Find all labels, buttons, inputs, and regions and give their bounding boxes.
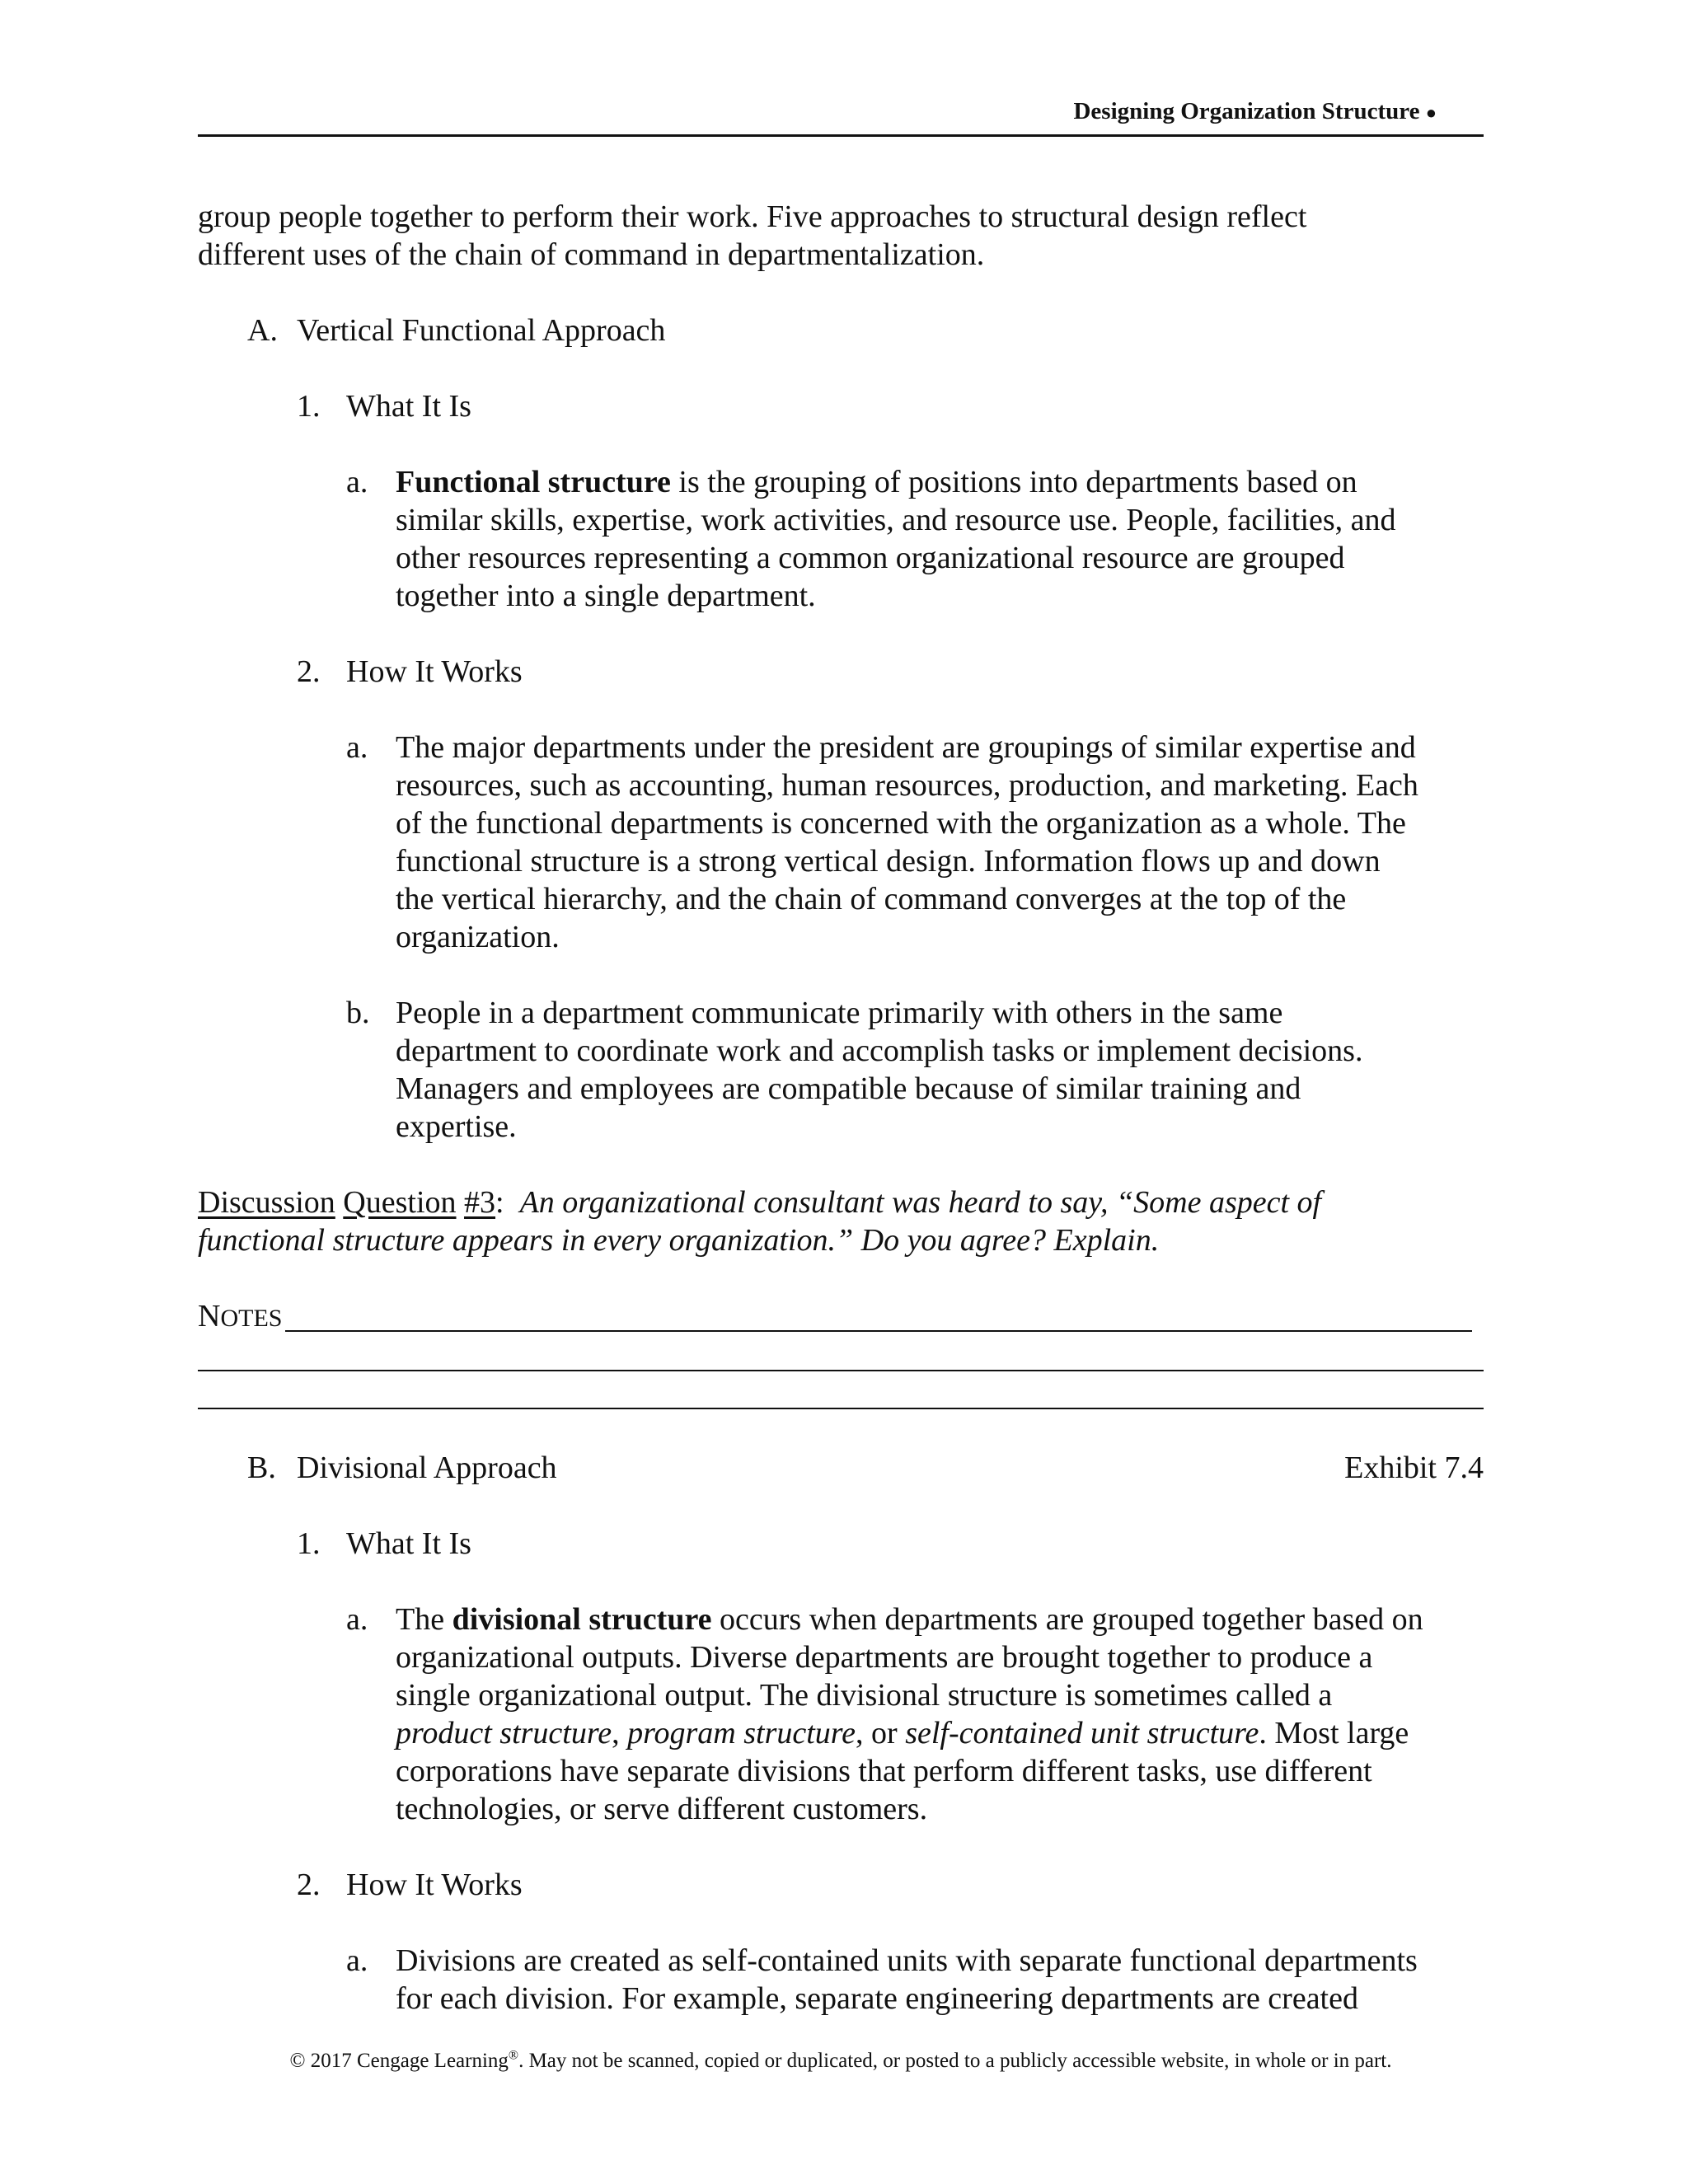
subsection-title: How It Works [346,1868,523,1902]
paragraph-line: People in a department communicate primarily with others in the same [396,996,1283,1030]
footer-prefix: © 2017 Cengage Learning [289,2050,509,2072]
section-a-marker: A. [247,313,278,348]
paragraph-marker: a. [346,730,368,765]
notes-line [198,1408,1484,1409]
notes-label-first: N [198,1299,221,1333]
paragraph-line: organization. [396,920,560,954]
paragraph-line: together into a single department. [396,579,816,613]
paragraph-marker: b. [346,996,370,1030]
paragraph-line: organizational outputs. Diverse departments are brought together to produce a [396,1640,1373,1675]
paragraph-line: single organizational output. The divisional structure is sometimes called a [396,1678,1333,1713]
term-product-structure: product structure [396,1716,612,1750]
paragraph-marker: a. [346,1602,368,1637]
header-rule [198,134,1484,137]
paragraph-text: The [396,1602,452,1637]
paragraph-line: expertise. [396,1109,517,1144]
paragraph-line [396,1714,1409,1752]
copyright-footer [198,2049,1484,2074]
section-b-marker: B. [247,1451,276,1485]
discussion-colon: : [495,1185,504,1220]
discussion-line [198,1183,1321,1221]
paragraph-text: , or [856,1716,906,1750]
question-text: An organizational consultant was heard to say, “Some aspect of [519,1185,1322,1220]
subsection-marker: 1. [297,1526,321,1561]
section-a-title: Vertical Functional Approach [297,313,666,348]
term-functional-structure: Functional structure [396,465,671,499]
paragraph-line: other resources representing a common organizational resource are grouped [396,541,1345,575]
paragraph-line [396,463,1357,501]
paragraph-line: for each division. For example, separate engineering departments are created [396,1981,1358,2016]
paragraph-line: Divisions are created as self-contained units with separate functional departments [396,1943,1418,1978]
question-text: functional structure appears in every organization.” Do you agree? Explain. [198,1223,1160,1258]
notes-label-rest: OTES [220,1305,283,1332]
paragraph-text: . Most large [1259,1716,1409,1750]
subsection-marker: 2. [297,654,321,689]
footer-text: . May not be scanned, copied or duplicated, or posted to a publicly accessible website, in whole or in part. [518,2050,1392,2072]
notes-line [198,1370,1484,1371]
term-divisional-structure: divisional structure [452,1602,712,1637]
discussion-label: Discussion [198,1185,335,1220]
paragraph-marker: a. [346,1943,368,1978]
paragraph-line [396,1601,1423,1638]
paragraph-line: technologies, or serve different customers. [396,1792,928,1826]
paragraph-line: of the functional departments is concerned with the organization as a whole. The [396,806,1406,841]
paragraph-line: functional structure is a strong vertical design. Information flows up and down [396,844,1381,879]
paragraph-line: resources, such as accounting, human resources, production, and marketing. Each [396,768,1418,803]
subsection-marker: 2. [297,1868,321,1902]
paragraph-line: The major departments under the president are groupings of similar expertise and [396,730,1416,765]
question-number: #3 [464,1185,496,1220]
notes-label-text [198,1297,282,1338]
header-bullet: ● [1425,102,1437,123]
intro-line: different uses of the chain of command in departmentalization. [198,237,985,272]
paragraph-marker: a. [346,465,368,499]
exhibit-reference: Exhibit 7.4 [1344,1451,1484,1485]
subsection-title: What It Is [346,1526,471,1561]
term-program-structure: program structure [627,1716,856,1750]
running-header [198,97,1484,127]
notes-line [285,1330,1472,1332]
paragraph-line: Managers and employees are compatible because of similar training and [396,1071,1301,1106]
subsection-title: What It Is [346,389,471,424]
paragraph-text: occurs when departments are grouped together based on [711,1602,1423,1637]
section-b-title: Divisional Approach [297,1451,557,1485]
paragraph-text: , [612,1716,628,1750]
subsection-marker: 1. [297,389,321,424]
question-label: Question [343,1185,457,1220]
paragraph-line: the vertical hierarchy, and the chain of command converges at the top of the [396,882,1347,916]
header-title: Designing Organization Structure [1073,98,1420,124]
registered-mark: ® [508,2048,519,2063]
paragraph-line: corporations have separate divisions that perform different tasks, use different [396,1754,1372,1788]
paragraph-text: is the grouping of positions into departments based on [670,465,1357,499]
intro-line: group people together to perform their work. Five approaches to structural design reflect [198,199,1307,234]
paragraph-line: similar skills, expertise, work activities, and resource use. People, facilities, and [396,503,1396,537]
term-self-contained-unit-structure: self-contained unit structure [905,1716,1259,1750]
paragraph-line: department to coordinate work and accomplish tasks or implement decisions. [396,1033,1363,1068]
subsection-title: How It Works [346,654,523,689]
